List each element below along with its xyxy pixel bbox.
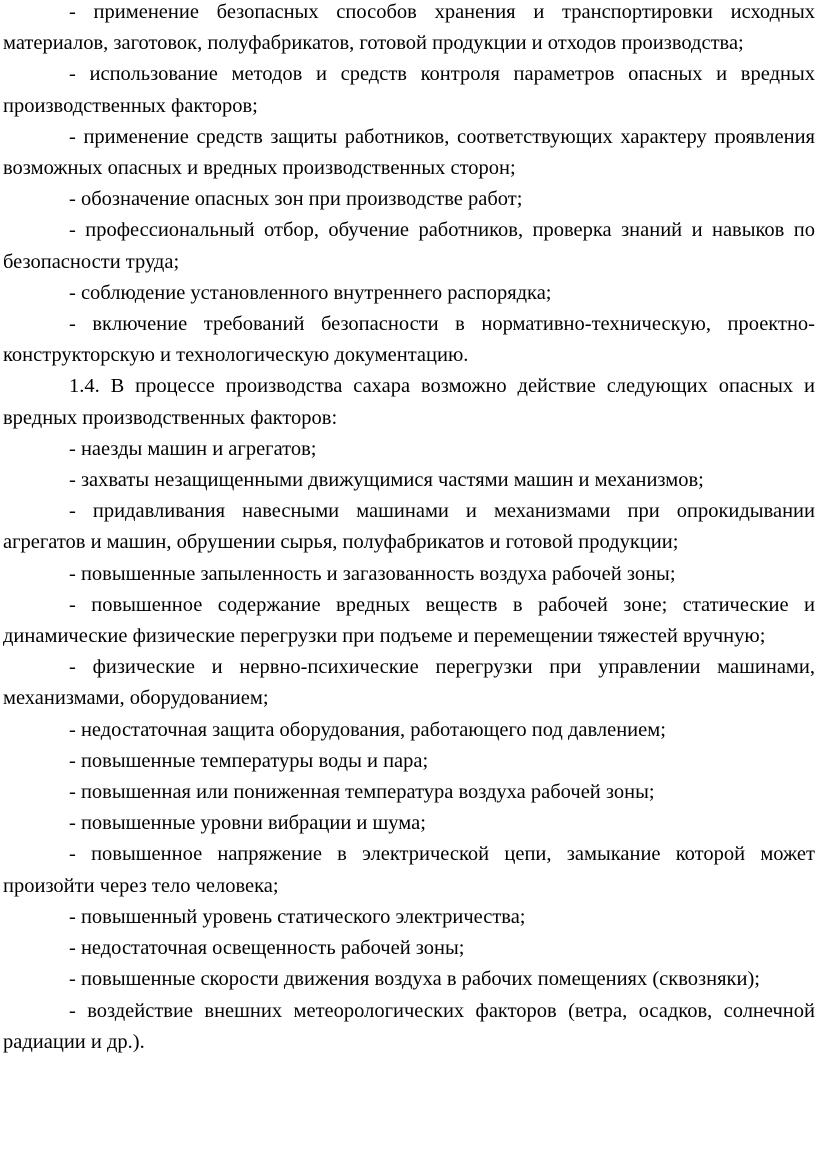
paragraph-section-1-4: 1.4. В процессе производства сахара возможно действие следующих опасных и вредных производственных факторов: <box>3 375 815 429</box>
list-item-harmful-substances: - повышенное содержание вредных веществ в рабочей зоне; статические и динамические физические перегрузки при подъеме и перемещении тяжестей вручную; <box>3 593 815 648</box>
list-item-physical-overload: - физические и нервно-психические перегрузки при управлении машинами, механизмами, оборудованием; <box>3 656 815 710</box>
list-item-drafts: - повышенные скорости движения воздуха в рабочих помещениях (сквозняки); <box>69 968 760 991</box>
paragraph-storage-transport: - применение безопасных способов хранения и транспортировки исходных материалов, заготовок, полуфабрикатов, готовой продукции и отходов производства; <box>3 1 815 55</box>
paragraph-internal-rules: - соблюдение установленного внутреннего распорядка; <box>69 281 552 304</box>
paragraph-control-methods: - использование методов и средств контроля параметров опасных и вредных производственных факторов; <box>3 63 815 117</box>
list-item-static-electricity: - повышенный уровень статического электричества; <box>69 905 526 928</box>
list-item-vibration-noise: - повышенные уровни вибрации и шума; <box>69 812 426 835</box>
paragraph-safety-requirements: - включение требований безопасности в нормативно-техническую, проектно-конструкторскую и технологическую документацию. <box>3 313 815 367</box>
list-item-lighting: - недостаточная освещенность рабочей зоны; <box>69 937 465 960</box>
list-item-electric-voltage: - повышенное напряжение в электрической цепи, замыкание которой может произойти через тело человека; <box>3 843 815 897</box>
list-item-water-steam-temp: - повышенные температуры воды и пара; <box>69 749 429 772</box>
paragraph-danger-zones: - обозначение опасных зон при производстве работ; <box>69 188 523 211</box>
list-item-moving-parts: - захваты незащищенными движущимися частями машин и механизмов; <box>69 469 704 492</box>
list-item-pressure-equipment: - недостаточная защита оборудования, работающего под давлением; <box>69 718 666 741</box>
list-item-crushing: - придавливания навесными машинами и механизмами при опрокидывании агрегатов и машин, обрушении сырья, полуфабрикатов и готовой продукции; <box>3 500 815 554</box>
paragraph-protective-equipment: - применение средств защиты работников, соответствующих характеру проявления возможных опасных и вредных производственных сторон; <box>3 125 815 180</box>
list-item-weather: - воздействие внешних метеорологических факторов (ветра, осадков, солнечной радиации и др.). <box>3 999 815 1053</box>
list-item-air-temperature: - повышенная или пониженная температура воздуха рабочей зоны; <box>69 781 655 804</box>
paragraph-professional-selection: - профессиональный отбор, обучение работников, проверка знаний и навыков по безопасности труда; <box>3 219 815 273</box>
list-item-vehicle-collisions: - наезды машин и агрегатов; <box>69 437 317 460</box>
list-item-dust-gas: - повышенные запыленность и загазованность воздуха рабочей зоны; <box>69 562 676 585</box>
